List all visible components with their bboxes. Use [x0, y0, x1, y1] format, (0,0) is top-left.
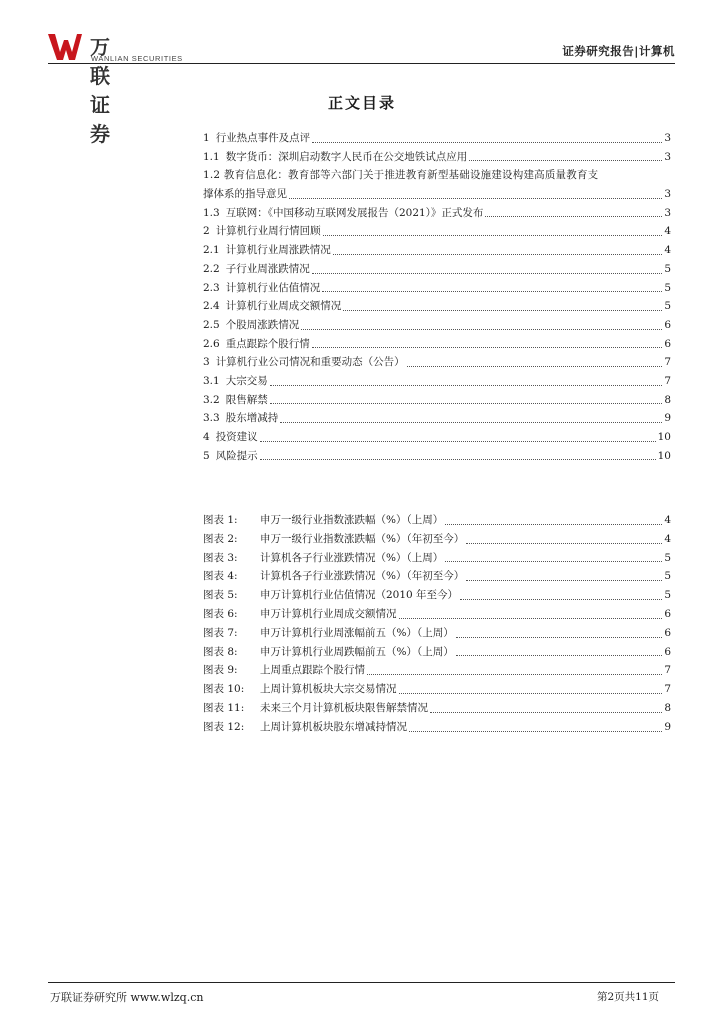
- toc-leader-dots: [289, 198, 662, 199]
- toc-entry-label: 计算机行业周涨跌情况: [225, 244, 331, 257]
- figure-entry[interactable]: [203, 661, 671, 680]
- toc-entry-label: 重点跟踪个股行情: [225, 337, 310, 350]
- figure-page: 9: [664, 720, 671, 733]
- figure-label: 计算机各子行业涨跌情况（%）（年初至今）: [260, 570, 465, 583]
- toc-entry-label: 计算机行业公司情况和重要动态（公告）: [215, 356, 405, 369]
- figure-leader-dots: [445, 561, 662, 562]
- toc-entry-number: 4: [203, 431, 210, 444]
- toc-entry[interactable]: [203, 166, 671, 203]
- toc-leader-dots: [260, 441, 656, 442]
- toc-entry[interactable]: [203, 372, 671, 391]
- toc-entry-number: 2.6: [203, 337, 220, 350]
- toc-entry-page: 7: [664, 374, 671, 387]
- toc-entry-number: 3: [203, 356, 210, 369]
- toc-entry-page: 4: [664, 244, 671, 257]
- toc-leader-dots: [312, 273, 663, 274]
- figure-entry[interactable]: [203, 624, 671, 643]
- toc-leader-dots: [270, 385, 663, 386]
- figure-leader-dots: [430, 712, 662, 713]
- toc-entry[interactable]: [203, 428, 671, 447]
- toc-entry-label: 教育信息化：教育部等六部门关于推进教育新型基础设施建设构建高质量教育支: [223, 169, 599, 182]
- page-title: 正文目录: [327, 94, 396, 112]
- toc-entry[interactable]: [203, 297, 671, 316]
- toc-entry-label: 投资建议: [215, 431, 258, 444]
- figure-label: 上周重点跟踪个股行情: [260, 664, 365, 677]
- toc-leader-dots: [343, 310, 662, 311]
- toc-entry-number: 1.1: [203, 150, 220, 163]
- toc-entry-page: 7: [664, 356, 671, 369]
- toc-entry[interactable]: [203, 279, 671, 298]
- figure-label: 申万一级行业指数涨跌幅（%）（年初至今）: [260, 532, 465, 545]
- toc-entry-label: 大宗交易: [225, 374, 268, 387]
- toc-leader-dots: [312, 347, 663, 348]
- toc-entry-label: 数字货币：深圳启动数字人民币在公交地铁试点应用: [225, 150, 468, 163]
- toc-entry[interactable]: [203, 353, 671, 372]
- toc-leader-dots: [301, 329, 662, 330]
- toc-leader-dots: [333, 254, 663, 255]
- toc-entry-number: 2: [203, 225, 210, 238]
- toc-entry-page: 5: [664, 300, 671, 313]
- figure-entry[interactable]: [203, 530, 671, 549]
- figure-number: 图表 6:: [203, 607, 238, 620]
- figure-entry[interactable]: [203, 718, 671, 737]
- figure-entry[interactable]: [203, 680, 671, 699]
- toc-entry-label: 行业热点事件及点评: [215, 132, 311, 144]
- toc-entry-page: 3: [664, 206, 671, 219]
- toc-entry-page: 6: [664, 318, 671, 331]
- toc-entry-page: 10: [657, 449, 671, 462]
- toc-entry-number: 2.1: [203, 244, 220, 257]
- toc-entry-label: 互联网：《中国移动互联网发展报告（2021）》正式发布: [225, 206, 484, 219]
- toc-entry-label: 计算机行业周成交额情况: [225, 300, 342, 313]
- figure-leader-dots: [399, 618, 663, 619]
- figure-page: 4: [664, 514, 671, 526]
- figure-page: 8: [664, 701, 671, 714]
- toc-leader-dots: [407, 366, 663, 367]
- figure-number: 图表 8:: [203, 645, 238, 658]
- toc-entry-label-continued: 撑体系的指导意见: [203, 188, 287, 201]
- figure-leader-dots: [409, 731, 662, 732]
- figure-page: 7: [664, 664, 671, 677]
- figure-number: 图表 1:: [203, 514, 238, 526]
- figure-number: 图表 9:: [203, 664, 238, 677]
- figure-page: 5: [664, 570, 671, 583]
- toc-leader-dots: [312, 142, 662, 143]
- figure-entry[interactable]: [203, 643, 671, 662]
- toc-entry-label: 计算机行业周行情回顾: [215, 225, 321, 238]
- figure-entry[interactable]: [203, 567, 671, 586]
- toc-entry-label: 个股周涨跌情况: [225, 318, 300, 331]
- toc-entry[interactable]: [203, 260, 671, 279]
- figure-label: 申万一级行业指数涨跌幅（%）（上周）: [260, 514, 444, 526]
- toc-leader-dots: [280, 422, 662, 423]
- figure-number: 图表 2:: [203, 532, 238, 545]
- toc-entry-number: 1: [203, 132, 210, 144]
- toc-entry-number: 2.3: [203, 281, 220, 294]
- toc-entry-number: 5: [203, 449, 210, 462]
- toc-entry[interactable]: [203, 391, 671, 410]
- toc-leader-dots: [322, 291, 662, 292]
- toc-entry-number: 2.4: [203, 300, 220, 313]
- figure-entry[interactable]: [203, 605, 671, 624]
- wanlian-logo-icon: [48, 32, 82, 62]
- toc-entry-second-line: [203, 185, 671, 204]
- figure-page: 4: [664, 532, 671, 545]
- figure-page: 7: [664, 683, 671, 696]
- toc-entry-page: 5: [664, 281, 671, 294]
- figure-entry[interactable]: [203, 586, 671, 605]
- toc-entry-page: 3: [664, 132, 671, 144]
- toc-entry[interactable]: [203, 447, 671, 466]
- toc-entry-label: 股东增减持: [225, 412, 279, 425]
- figure-page: 6: [664, 607, 671, 620]
- toc-entry-label: 限售解禁: [225, 393, 268, 406]
- figure-number: 图表 7:: [203, 626, 238, 639]
- toc-leader-dots: [260, 459, 656, 460]
- toc-entry-first-line: [203, 166, 671, 185]
- toc-leader-dots: [270, 403, 663, 404]
- toc-entry[interactable]: [203, 316, 671, 335]
- toc-entry-page: 4: [664, 225, 671, 238]
- figure-entry[interactable]: [203, 549, 671, 568]
- table-of-contents: [203, 129, 671, 465]
- figure-entry[interactable]: [203, 511, 671, 530]
- toc-entry-number: 1.2: [203, 169, 221, 182]
- toc-leader-dots: [323, 235, 663, 236]
- figure-label: 上周计算机板块大宗交易情况: [260, 683, 397, 696]
- report-category: 证券研究报告|计算机: [562, 44, 675, 58]
- footer-source: 万联证券研究所 www.wlzq.cn: [50, 991, 204, 1004]
- toc-entry-label: 计算机行业估值情况: [225, 281, 321, 294]
- figure-leader-dots: [445, 524, 662, 525]
- figure-page: 5: [664, 589, 671, 602]
- toc-entry[interactable]: [203, 148, 671, 167]
- toc-entry-page: 9: [664, 412, 671, 425]
- toc-entry-number: 3.2: [203, 393, 220, 406]
- figure-number: 图表 3:: [203, 551, 238, 564]
- figure-label: 申万计算机行业周跌幅前五（%）（上周）: [260, 645, 454, 658]
- figure-number: 图表 11:: [203, 701, 245, 714]
- figure-leader-dots: [399, 693, 663, 694]
- figure-leader-dots: [367, 674, 662, 675]
- toc-entry[interactable]: [203, 409, 671, 428]
- toc-entry-page: 3: [664, 150, 671, 163]
- toc-entry-label: 风险提示: [215, 449, 258, 462]
- figure-number: 图表 10:: [203, 683, 245, 696]
- figure-number: 图表 12:: [203, 720, 245, 733]
- figure-leader-dots: [456, 655, 663, 656]
- figure-leader-dots: [460, 599, 662, 600]
- toc-entry-number: 1.3: [203, 206, 220, 219]
- toc-entry[interactable]: [203, 129, 671, 148]
- figure-label: 计算机各子行业涨跌情况（%）（上周）: [260, 551, 444, 564]
- toc-entry-number: 3.1: [203, 374, 220, 387]
- figure-label: 申万计算机行业周涨幅前五（%）（上周）: [260, 626, 454, 639]
- figure-label: 申万计算机行业周成交额情况: [260, 607, 397, 620]
- figure-leader-dots: [456, 637, 663, 638]
- logo-english-name: WANLIAN SECURITIES: [91, 54, 183, 63]
- figure-page: 5: [664, 551, 671, 564]
- toc-entry[interactable]: [203, 241, 671, 260]
- toc-entry-number: 2.5: [203, 318, 220, 331]
- page-number: 第2页共11页: [596, 991, 659, 1003]
- figure-number: 图表 5:: [203, 589, 238, 602]
- figure-label: 未来三个月计算机板块限售解禁情况: [260, 701, 428, 714]
- toc-entry-page: 3: [664, 188, 671, 201]
- figure-leader-dots: [466, 543, 662, 544]
- toc-entry-page: 8: [664, 393, 671, 406]
- figure-page: 6: [664, 645, 671, 658]
- toc-leader-dots: [485, 216, 662, 217]
- toc-entry[interactable]: [203, 204, 671, 223]
- figure-page: 6: [664, 626, 671, 639]
- figure-label: 申万计算机行业估值情况（2010 年至今）: [260, 589, 459, 602]
- toc-leader-dots: [469, 160, 662, 161]
- toc-entry-page: 10: [657, 431, 671, 444]
- toc-entry-label: 子行业周涨跌情况: [225, 262, 310, 275]
- figure-entry[interactable]: [203, 699, 671, 718]
- figure-number: 图表 4:: [203, 570, 238, 583]
- page-footer: [48, 982, 675, 1004]
- toc-entry-number: 3.3: [203, 412, 220, 425]
- toc-entry[interactable]: [203, 222, 671, 241]
- logo-chinese-name: 万联证券: [90, 35, 111, 146]
- figure-list: [203, 511, 671, 737]
- toc-entry-page: 6: [664, 337, 671, 350]
- figure-label: 上周计算机板块股东增减持情况: [260, 720, 407, 733]
- figure-leader-dots: [466, 580, 662, 581]
- toc-entry-page: 5: [664, 262, 671, 275]
- toc-entry-number: 2.2: [203, 262, 220, 275]
- toc-entry[interactable]: [203, 335, 671, 354]
